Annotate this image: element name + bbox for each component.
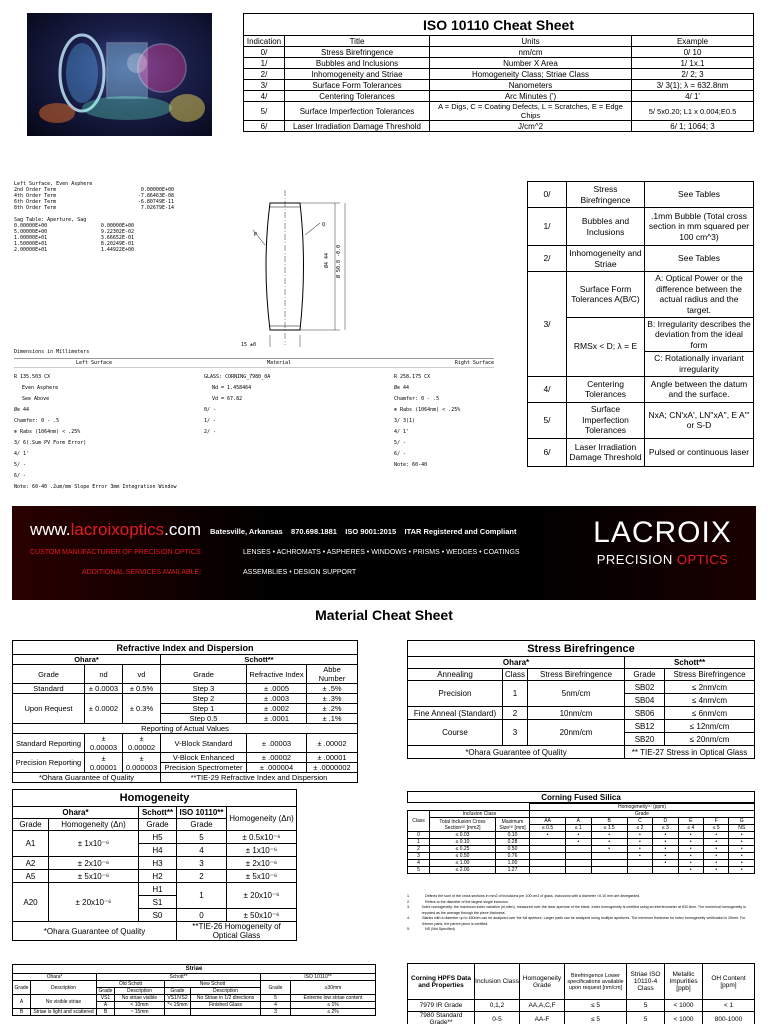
refractive-title: Refractive Index and Dispersion <box>13 641 358 655</box>
table-row: SB04 ≤ 4nm/cm <box>408 694 755 707</box>
table-row: 4/ Centering Tolerances Arc Minutes (') 4/ 1' <box>244 91 754 102</box>
lens-drawing <box>245 185 365 355</box>
col-right-surface: Right Surface <box>454 360 494 366</box>
logo-main: LACROIX <box>593 516 732 549</box>
striae-title: Striae <box>13 965 376 974</box>
table-row: Standard ± 0.0003 ± 0.5% Step 3 ± .0005 ± .5% <box>13 684 358 694</box>
lacroix-banner <box>12 506 756 600</box>
website-link[interactable]: www.lacroixoptics.com <box>30 520 202 539</box>
table-row: Upon Request ± 0.0002 ± 0.3% Step 2 ± .0003 ± .3% <box>13 694 358 704</box>
tagline-2: ADDITIONAL SERVICES AVAILABLE: <box>82 569 202 576</box>
table-row: 0/ Stress Birefringence See Tables <box>528 182 754 208</box>
table-row: Standard Reporting ± 0.00003 ± 0.00002 V-Block Standard ± .00003 ± .00002 <box>13 734 358 753</box>
table-row: A5 ± 5x10⁻⁶ H2 2 ± 5x10⁻⁶ <box>13 870 297 883</box>
hpfs-table: Corning HPFS Data and Properties Inclusion Class Homogeneity Grade Birefringence Lower specifications available upon request [nm/cm] Striae ISO 10110-4 Class Metallic Impurities [ppb] OH Content [ppm] 7979 IR Grade 0,1,2 AA,A,C,F ≤ 5 5 < 1000 < 1 7980 Standard Grade** 0-5 AA-F ≤ 5 5 < 1000 800-1000 <box>407 963 755 1024</box>
lacroix-logo: LACROIX PRECISION OPTICS <box>580 516 745 567</box>
table-row: A No visible striae VS1 No striae visible VS1/VS2 No Striae in 1/2 directions 5 Extreme low striae content <box>13 995 376 1002</box>
table-row: Precision Reporting ± 0.00001 ± 0.000003 V-Block Enhanced ± .00002 ± .00001 <box>13 753 358 763</box>
table-row: 2 ≤ 0.25 0.50 • • • • • • <box>408 846 755 853</box>
table-row: 0/ Stress Birefringence nm/cm 0/ 10 <box>244 47 754 58</box>
table-row: Precision Spectrometer ± .000004 ± .0000002 <box>13 763 358 773</box>
product-photo <box>27 13 212 136</box>
table-row: 5/ Surface Imperfection Tolerances A = Digs, C = Coating Defects, L = Scratches, E = Edge Chips 5/ 5x0.20; L1 x 0.004;E0.5 <box>244 102 754 121</box>
fused-silica-title: Corning Fused Silica <box>407 791 755 803</box>
table-row: A20 ± 20x10⁻⁶ H1 1 ± 20x10⁻⁶ <box>13 883 297 896</box>
tagline-1-items: LENSES • ACHROMATS • ASPHERES • WINDOWS • PRISMS • WEDGES • COATINGS <box>243 549 520 556</box>
table-row: 2/ Inhomogeneity and Striae Homogeneity Class; Striae Class 2/ 2; 3 <box>244 69 754 80</box>
fused-silica-table: Homogeneity⁽¹⁾ (ppm) Class Inclusion Class Grade Total Inclusion Cross Section⁽²⁾ [mm2] Maximum Size⁽³⁾ [mm] AA A B C D E F G ≤ 0.5 ≤ 1 ≤ 1.5 ≤ 2 ≤ 3 ≤ 4 ≤ 5 NS 0 ≤ 0.03 0.10 • • • • • • • • 1 ≤ 0.10 0.28 • • • • • • • 2 ≤ 0.25 0.50 • • • • • • 3 ≤ 0.50 0.76 • • • • • 4 ≤ 1.00 1.00 • • • • 5 ≤ 2.00 1.27 • • • <box>407 803 755 874</box>
lens-thickness: 15 ±0 <box>241 342 257 348</box>
lens-label-p: P <box>254 232 258 238</box>
table-row: S0 0 ± 50x10⁻⁶ <box>13 909 297 922</box>
table-row: A1 ± 1x10⁻⁶ H5 5 ± 0.5x10⁻⁶ <box>13 831 297 844</box>
iso-header: Title <box>285 36 430 47</box>
contact-line: Batesville, Arkansas 870.698.1881 ISO 9001:2015 ITAR Registered and Compliant <box>210 527 517 536</box>
table-row: H4 4 ± 1x10⁻⁶ <box>13 844 297 857</box>
asphere-data: Left Surface, Even Asphere 2nd Order Term 0.00000E+00 4th Order Term -7.86463E-08 6th Order Term -6.80749E-11 8th Order Term 7.02679E-14 Sag Table: Aperture, Sag 0.00000E+00 0.00000E+00 5.00000E+00 9.22302E-02 1.00000E+01 3.66652E-01 1.50000E+01 8.20249E-01 2.00000E+01 1.44922E+00 <box>14 181 174 253</box>
stress-birefringence-table: Stress Birefringence Ohara* Schott** Annealing Class Stress Birefringence Grade Stress Birefringence Precision 1 5nm/cm SB02 ≤ 2nm/cm SB04 ≤ 4nm/cm Fine Anneal (Standard) 2 10nm/cm SB06 ≤ 6nm/cm Course 3 20nm/cm SB12 ≤ 12nm/cm SB20 ≤ 20nm/cm *Ohara Guarantee of Quality ** TIE-27 Stress in Optical Glass <box>407 640 755 759</box>
iso-header: Example <box>632 36 754 47</box>
fused-silica-notes: 1. Defines the sum of the cross sections in mm2 of inclusions per 100 cm3 of glass. Inclusions with a diameter <0.10 mm are disregarded. 2. Refers to the diameter of the largest single inclusion. 3. Index homogeneity: the maximum index variation (ni-nilen), measured over the clear aperture of the blank. Index homogeneity is certified using an interferometer at 632.8nm. The numerical homogeneity is reported as the average through the piece thickness. 4. Blanks with a diameter up to 450mm can be analyzed over the full aperture. Larger parts can be analyzed using multiple apertures. The minimum thickness for index homogeneity verification is 20mm. For thinner parts, the parent piece is certified. 5. NS (Not Specified) <box>407 894 746 931</box>
refractive-index-table: Refractive Index and Dispersion Ohara* Schott** Grade nd vd Grade Refractive Index Abbe Number Standard ± 0.0003 ± 0.5% Step 3 ± .0005 ± .5% Upon Request ± 0.0002 ± 0.3% Step 2 ± .0003 ± .3% Step 1 ± .0002 ± .2% Step 0.5 ± .0001 ± .1% Reporting of Actual Values Standard Reporting ± 0.00003 ± 0.00002 V-Block Standard ± .00003 ± .00002 Precision Reporting ± 0.00001 ± 0.000003 V-Block Enhanced ± .00002 ± .00001 Precision Spectrometer ± .000004 ± .0000002 *Ohara Guarantee of Quality **TIE-29 Refractive Index and Dispersion <box>12 640 358 783</box>
stress-title: Stress Birefringence <box>408 641 755 657</box>
lens-dia-1: Ø4 44 <box>324 252 330 268</box>
table-row: Step 0.5 ± .0001 ± .1% <box>13 714 358 724</box>
table-row: 3 ≤ 0.50 0.76 • • • • • <box>408 853 755 860</box>
tagline-2-items: ASSEMBLIES • DESIGN SUPPORT <box>243 569 357 576</box>
table-row: 0 ≤ 0.03 0.10 • • • • • • • • <box>408 832 755 839</box>
table-row: S1 <box>13 896 297 909</box>
table-row: 3/ Surface Form Tolerances A(B/C) A: Optical Power or the difference between the actual radius and the target. <box>528 272 754 318</box>
homogeneity-title: Homogeneity <box>13 790 297 807</box>
table-row: 7979 IR Grade 0,1,2 AA,A,C,F ≤ 5 5 < 1000 < 1 <box>408 1000 755 1012</box>
table-row: 1/ Bubbles and Inclusions Number X Area 1/ 1x.1 <box>244 58 754 69</box>
table-row: 2/ Inhomogeneity and Striae See Tables <box>528 246 754 272</box>
table-row: SB20 ≤ 20nm/cm <box>408 733 755 746</box>
table-row: 6/ Laser Irradiation Damage Threshold J/cm^2 6/ 1; 1064; 3 <box>244 121 754 132</box>
table-row: A < 10mm *< 15mm Finished Glass 4 ≤ 1% <box>13 1002 376 1009</box>
col-material: Material <box>266 360 292 366</box>
optics-illustration <box>27 13 212 136</box>
asphere-heading: Left Surface, Even Asphere <box>14 181 93 187</box>
table-row: 7980 Standard Grade** 0-5 AA-F ≤ 5 5 < 1000 800-1000 <box>408 1012 755 1024</box>
lens-label-q: Q <box>322 222 326 228</box>
table-row: 6/ Laser Irradiation Damage Threshold Pulsed or continuous laser <box>528 438 754 466</box>
table-row: 5 ≤ 2.00 1.27 • • • <box>408 867 755 874</box>
table-row: 5/ Surface Imperfection Tolerances NxA; CN'xA', LN''xA'', E A''' or S-D <box>528 402 754 438</box>
drawing-data-panel: Left Surface Material Right Surface R 135.503 CX Even Asphere See Above Øe 44 Chamfer: 0 - .5 ⊚ Rabs (1064nm) < .25% 3/ 6(.Sum PV Form Error) 4/ 1' 5/ - 6/ - Note: 60-40 .2um/mm Slope Error 3mm Integration Window GLASS: CORNING_7980_0A Nd = 1.458464 Vd = 67.82 0/ - 1/ - 2/ - R 258.175 CX Øe 44 Chamfer: 0 - .5 ⊚ Rabs (1064nm) < .25% 3/ 3(1) 4/ 1' 5/ - 6/ - Note: 60-40 <box>14 360 494 490</box>
table-row: Step 1 ± .0002 ± .2% <box>13 704 358 714</box>
table-row: Fine Anneal (Standard) 2 10nm/cm SB06 ≤ 6nm/cm <box>408 707 755 720</box>
homogeneity-table: Homogeneity Ohara* Schott** ISO 10110** Homogeneity (Δn) Grade Homogeneity (Δn) Grade Grade A1 ± 1x10⁻⁶ H5 5 ± 0.5x10⁻⁶ H4 4 ± 1x10⁻⁶ A2 ± 2x10⁻⁶ H3 3 ± 2x10⁻⁶ A5 ± 5x10⁻⁶ H2 2 ± 5x10⁻⁶ A20 ± 20x10⁻⁶ H1 1 ± 20x10⁻⁶ S1 S0 0 ± 50x10⁻⁶ *Ohara Guarantee of Quality **TIE-26 Homogeneity of Optical Glass <box>12 789 297 941</box>
table-row: 4 ≤ 1.00 1.00 • • • • <box>408 860 755 867</box>
iso-10110-table <box>243 13 754 132</box>
tagline-1: CUSTOM MANUFACTURER OF PRECISION OPTICS: <box>30 549 203 556</box>
table-row: C: Rotationally invariant irregularity <box>528 352 754 376</box>
table-row: 3/ Surface Form Tolerances Nanometers 3/ 3(1); λ = 632.8nm <box>244 80 754 91</box>
col-left-surface: Left Surface <box>75 360 113 366</box>
table-row: B Striae is light and scattered B ~ 15mm 3 ≤ 2% <box>13 1009 376 1016</box>
table-row: Course 3 20nm/cm SB12 ≤ 12nm/cm <box>408 720 755 733</box>
material-title: Material Cheat Sheet <box>315 607 453 623</box>
striae-table: Striae Ohara* Schott** ISO 10110** Grade Description Old Schott New Schott Grade ≥30mm Grade Description Grade Description A No visible striae VS1 No striae visible VS1/VS2 No Striae in 1/2 directions 5 Extreme low striae content A < 10mm *< 15mm Finished Glass 4 ≤ 1% B Striae is light and scattered B ~ 15mm 3 ≤ 2% <box>12 964 376 1016</box>
dims-note: Dimensions in Millimeters <box>14 349 90 355</box>
table-row: 1 ≤ 0.10 0.28 • • • • • • • <box>408 839 755 846</box>
iso-detail-table <box>527 181 754 467</box>
table-row: Precision 1 5nm/cm SB02 ≤ 2nm/cm <box>408 681 755 694</box>
lens-dia-2: Ø 50.8 -0.0 <box>336 244 342 278</box>
table-row: 4/ Centering Tolerances Angle between the datum and the surface. <box>528 376 754 402</box>
table-row: RMSx < D; λ = E B: Irregularity describes the deviation from the ideal form <box>528 317 754 352</box>
iso-header: Indication <box>244 36 285 47</box>
sag-heading: Sag Table: Aperture, Sag <box>14 217 87 223</box>
iso-title: ISO 10110 Cheat Sheet <box>244 14 754 36</box>
table-row: A2 ± 2x10⁻⁶ H3 3 ± 2x10⁻⁶ <box>13 857 297 870</box>
table-row: 1/ Bubbles and Inclusions .1mm Bubble (Total cross section in mm squared per 100 cm^3) <box>528 208 754 246</box>
iso-header: Units <box>430 36 632 47</box>
